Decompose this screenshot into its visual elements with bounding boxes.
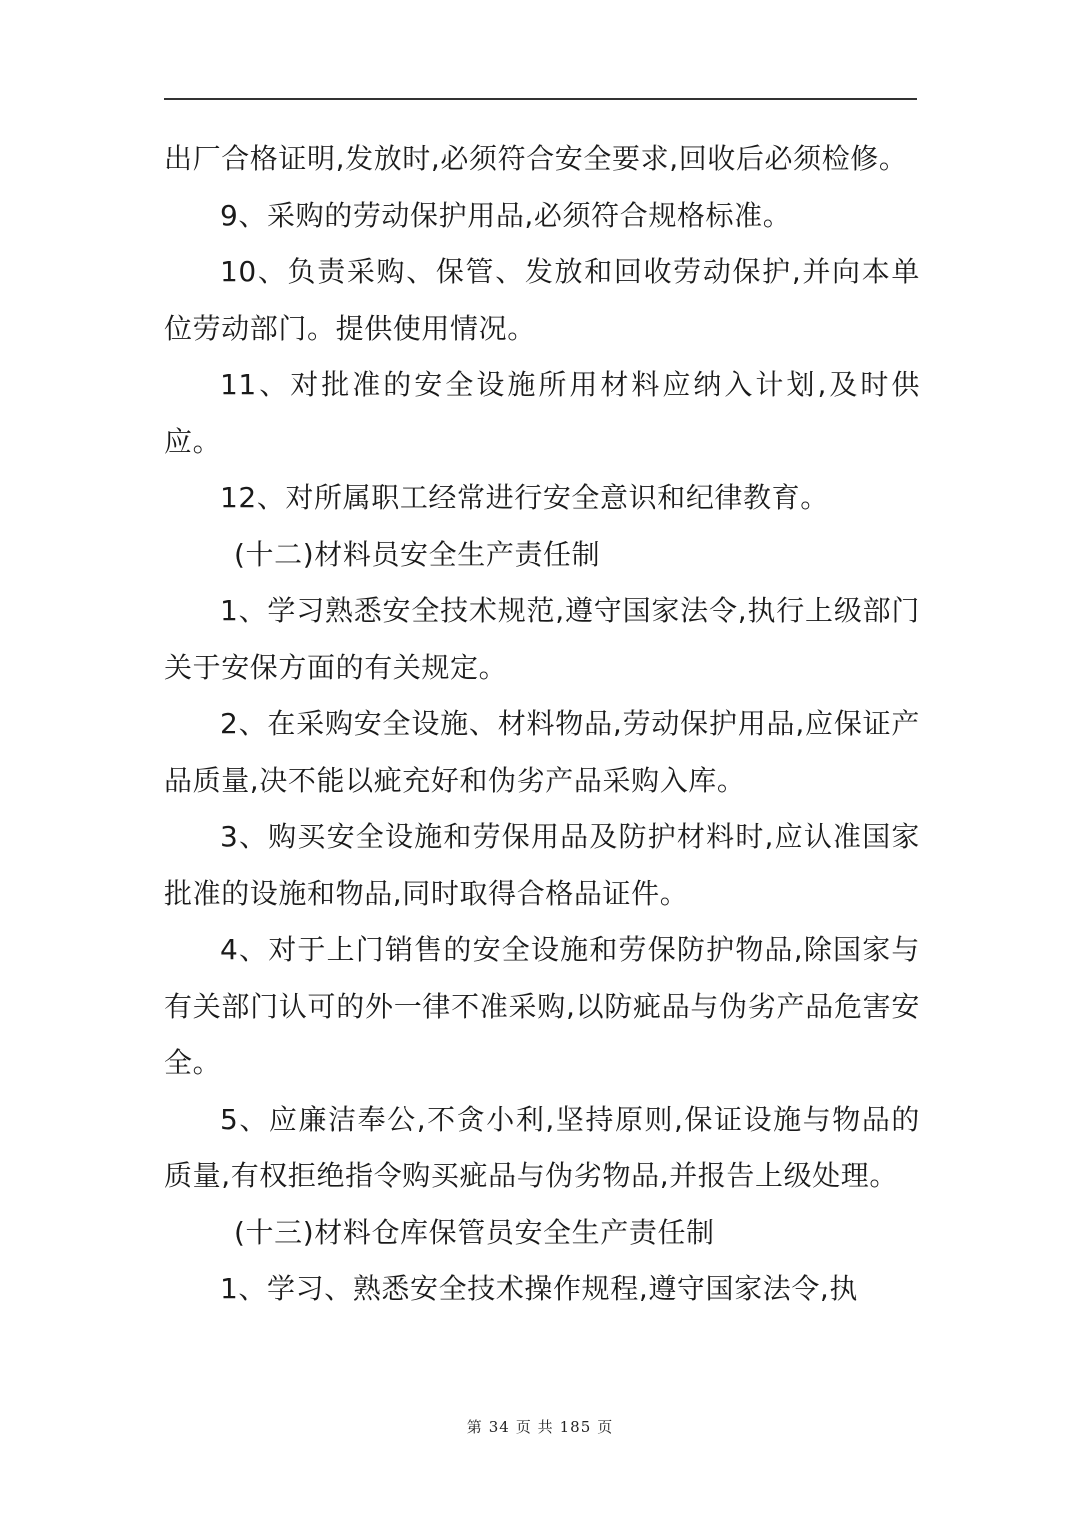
footer-prefix: 第 xyxy=(466,1418,483,1436)
paragraph-item-1: 1、学习熟悉安全技术规范,遵守国家法令,执行上级部门关于安保方面的有关规定。 xyxy=(164,594,920,684)
paragraph-item-2: 2、在采购安全设施、材料物品,劳动保护用品,应保证产品质量,决不能以疵充好和伪劣产品采购入库。 xyxy=(164,707,920,797)
header-rule xyxy=(164,98,917,100)
paragraph-item-10: 10、负责采购、保管、发放和回收劳动保护,并向本单位劳动部门。提供使用情况。 xyxy=(164,255,920,345)
paragraph-item-4: 4、对于上门销售的安全设施和劳保防护物品,除国家与有关部门认可的外一律不准采购,以防疵品与伪劣产品危害安全。 xyxy=(164,933,920,1079)
paragraph-continuation: 出厂合格证明,发放时,必须符合安全要求,回收后必须检修。 xyxy=(164,142,908,175)
paragraph-item-11: 11、对批准的安全设施所用材料应纳入计划,及时供应。 xyxy=(164,368,920,458)
paragraph-item-9: 9、采购的劳动保护用品,必须符合规格标准。 xyxy=(220,198,792,232)
paragraph-item-12: 12、对所属职工经常进行安全意识和纪律教育。 xyxy=(220,481,829,514)
footer-suffix: 页 xyxy=(597,1418,614,1436)
footer-page-number: 34 xyxy=(488,1418,510,1436)
paragraph-item-1-warehouse: 1、学习、熟悉安全技术操作规程,遵守国家法令,执 xyxy=(220,1272,859,1305)
page-footer xyxy=(0,1416,1080,1437)
footer-middle: 页 共 xyxy=(515,1418,554,1436)
footer-total-pages: 185 xyxy=(559,1418,592,1436)
section-heading-13: (十三)材料仓库保管员安全生产责任制 xyxy=(234,1215,715,1249)
document-body xyxy=(164,131,920,1318)
paragraph-item-5: 5、应廉洁奉公,不贪小利,坚持原则,保证设施与物品的质量,有权拒绝指令购买疵品与伪劣物品,并报告上级处理。 xyxy=(164,1102,920,1192)
section-heading-12: (十二)材料员安全生产责任制 xyxy=(234,537,601,571)
paragraph-item-3: 3、购买安全设施和劳保用品及防护材料时,应认准国家批准的设施和物品,同时取得合格品证件。 xyxy=(164,820,920,910)
